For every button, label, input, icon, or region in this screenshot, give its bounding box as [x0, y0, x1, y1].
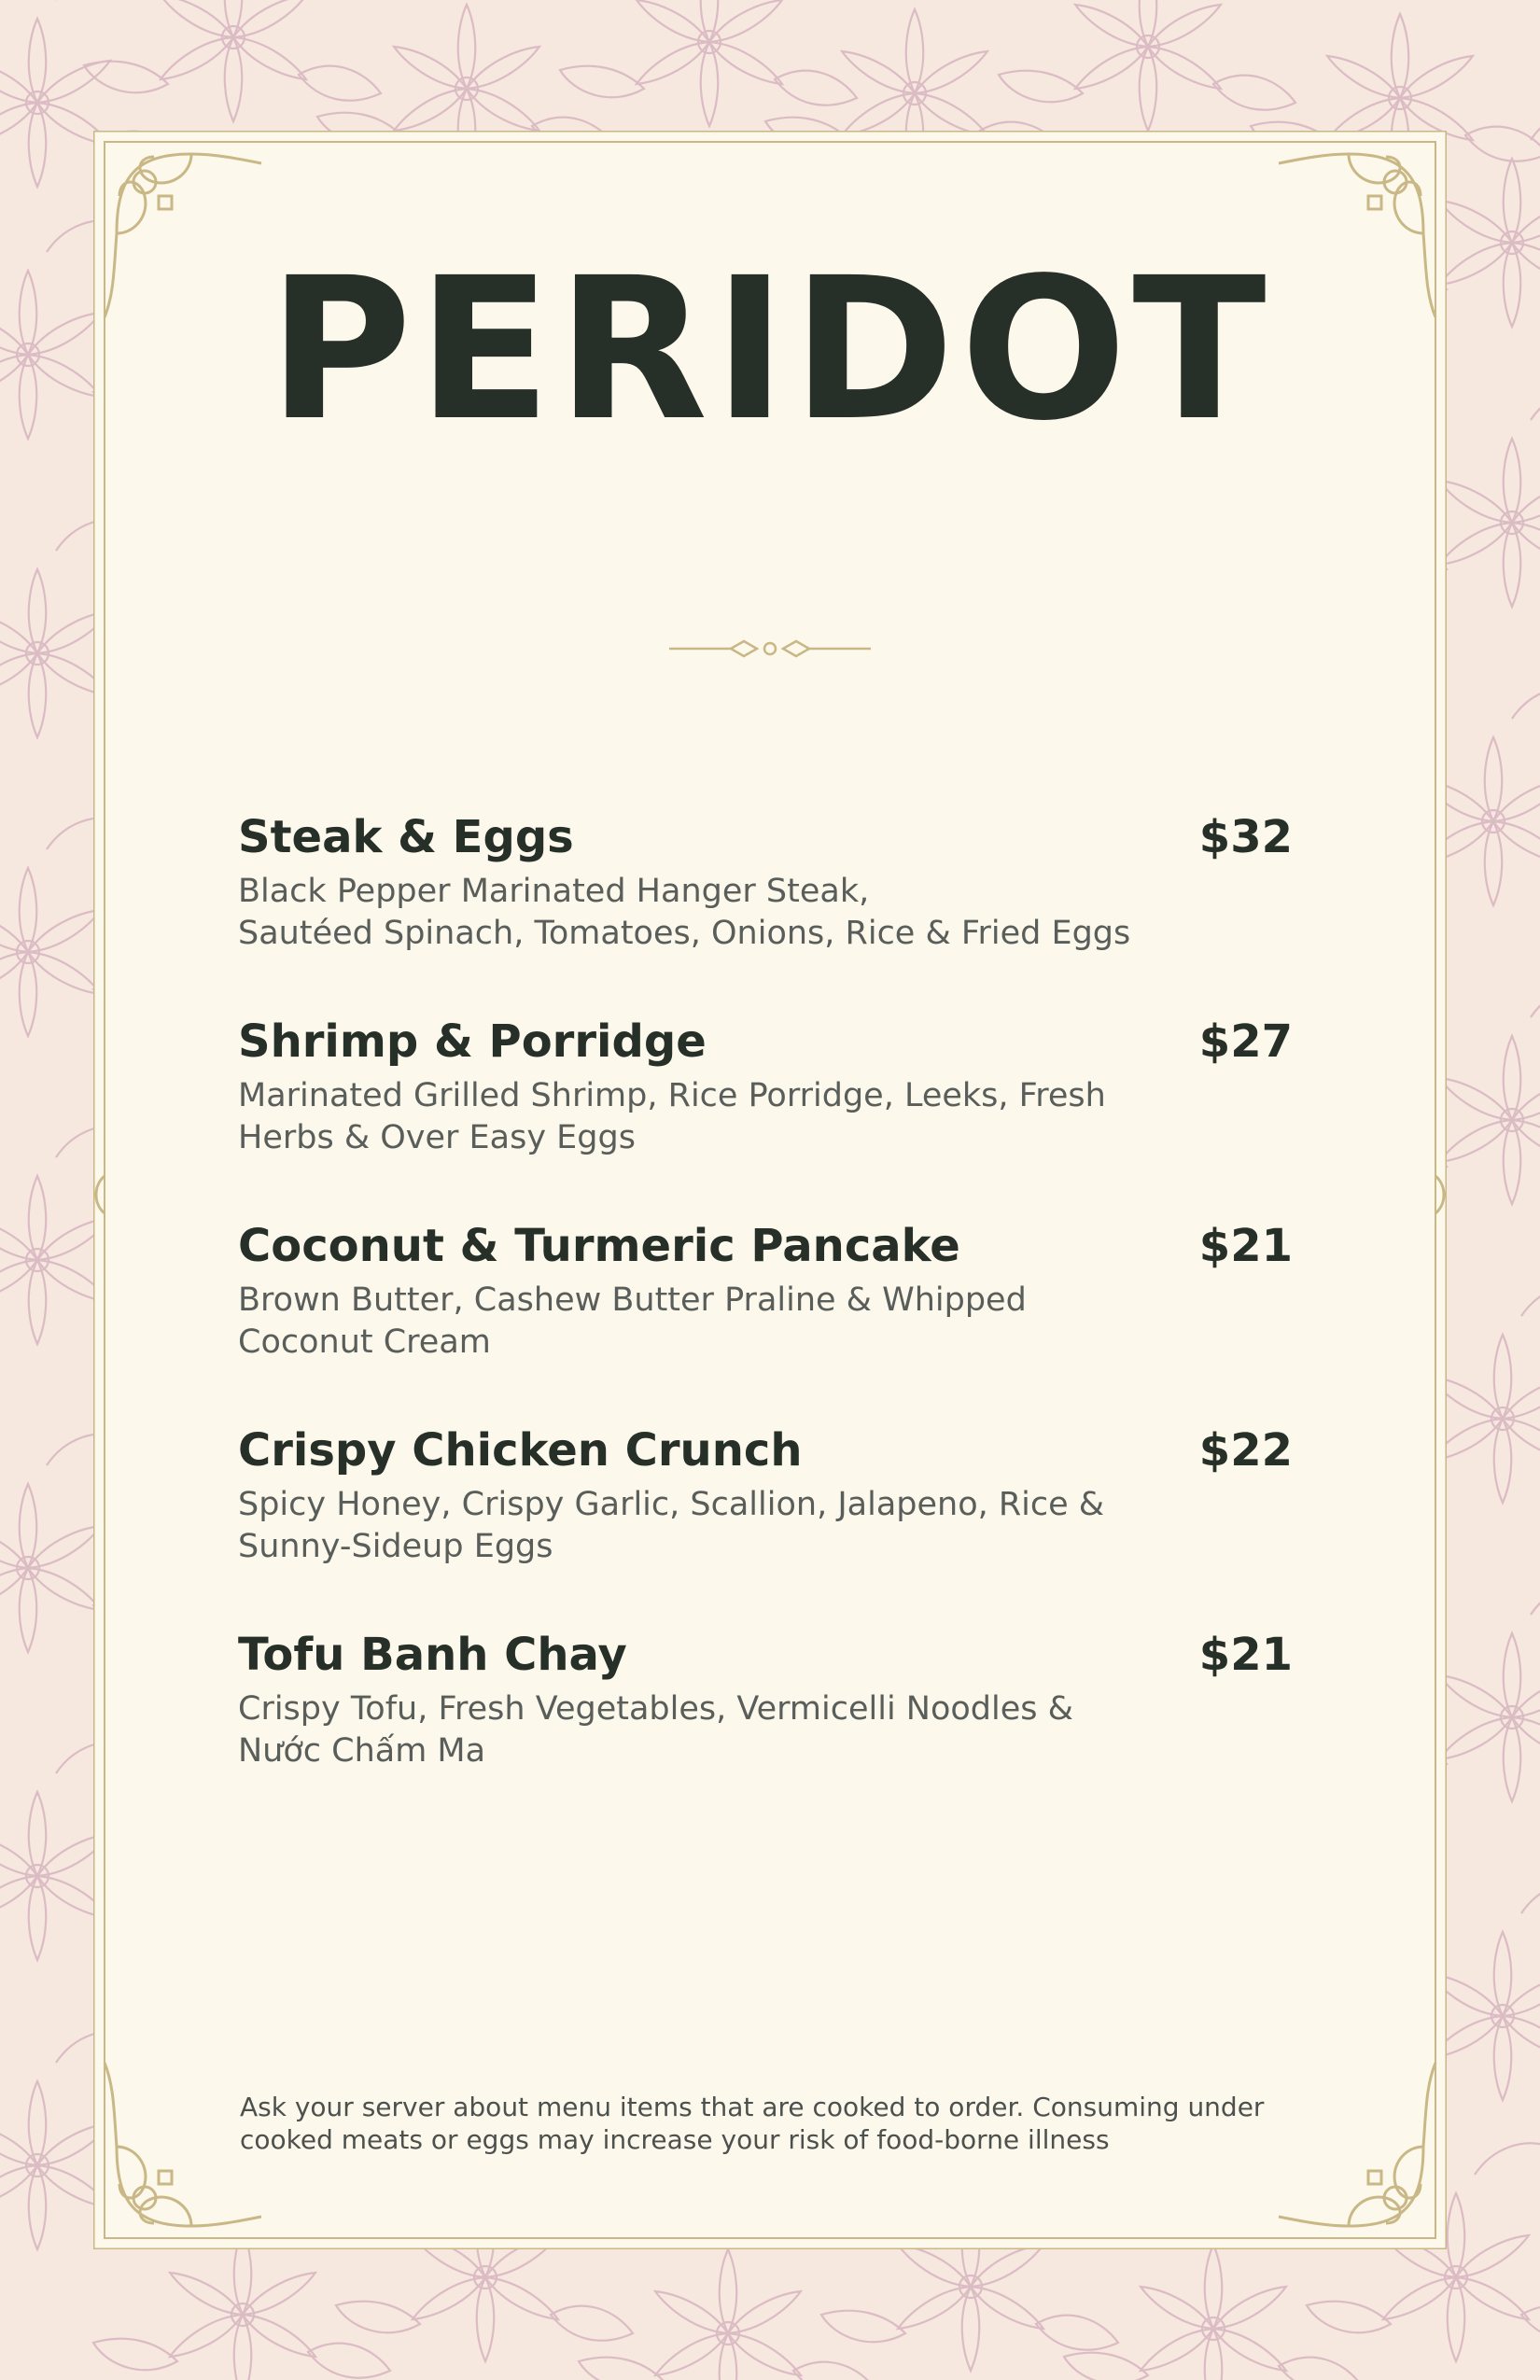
- menu-item-description: [238, 1280, 1134, 1364]
- description-line: Marinated Grilled Shrimp, Rice Porridge, Leeks, Fresh: [238, 1077, 1106, 1114]
- description-line: Spicy Honey, Crispy Garlic, Scallion, Jalapeno, Rice &: [238, 1486, 1105, 1523]
- description-line: Black Pepper Marinated Hanger Steak,: [238, 873, 870, 910]
- menu-item-name: Coconut & Turmeric Pancake: [238, 1220, 960, 1272]
- disclaimer-line: cooked meats or eggs may increase your risk of food-borne illness: [240, 2124, 1110, 2155]
- menu-item-price: $21: [1198, 1629, 1293, 1681]
- food-safety-disclaimer: [240, 2091, 1341, 2156]
- menu-item-price: $22: [1198, 1424, 1293, 1477]
- menu-item-price: $27: [1198, 1015, 1293, 1068]
- menu-item-description: [238, 1688, 1134, 1772]
- scroll-flourish-icon: [105, 2063, 261, 2226]
- menu-item-name: Shrimp & Porridge: [238, 1015, 707, 1068]
- description-line: Sautéed Spinach, Tomatoes, Onions, Rice & Fried Eggs: [238, 915, 1131, 952]
- menu-item-description: [238, 871, 1134, 955]
- menu-item-price: $21: [1198, 1220, 1293, 1272]
- menu-item-name: Tofu Banh Chay: [238, 1629, 627, 1681]
- description-line: Nước Chấm Ma: [238, 1732, 486, 1770]
- disclaimer-line: Ask your server about menu items that are cooked to order. Consuming under: [240, 2092, 1265, 2122]
- description-line: Sunny-Sideup Eggs: [238, 1528, 553, 1565]
- menu-item: [238, 1425, 1293, 1630]
- menu-item-name: Crispy Chicken Crunch: [238, 1424, 803, 1477]
- menu-item-description: [238, 1075, 1134, 1159]
- restaurant-name: PERIDOT: [268, 235, 1272, 464]
- menu-item-price: $32: [1198, 811, 1293, 863]
- menu-list: [238, 812, 1293, 1834]
- menu-item-description: [238, 1484, 1134, 1568]
- menu-item: [238, 1016, 1293, 1221]
- menu-card: [93, 131, 1447, 2249]
- description-line: Coconut Cream: [238, 1323, 491, 1361]
- diamond-ornament-icon: [669, 637, 871, 661]
- description-line: Crispy Tofu, Fresh Vegetables, Vermicelli Noodles &: [238, 1690, 1073, 1728]
- description-line: Herbs & Over Easy Eggs: [238, 1119, 636, 1156]
- menu-item-name: Steak & Eggs: [238, 811, 574, 863]
- menu-item: [238, 812, 1293, 1016]
- menu-item: [238, 1630, 1293, 1834]
- description-line: Brown Butter, Cashew Butter Praline & Whipped: [238, 1281, 1027, 1319]
- menu-item: [238, 1221, 1293, 1425]
